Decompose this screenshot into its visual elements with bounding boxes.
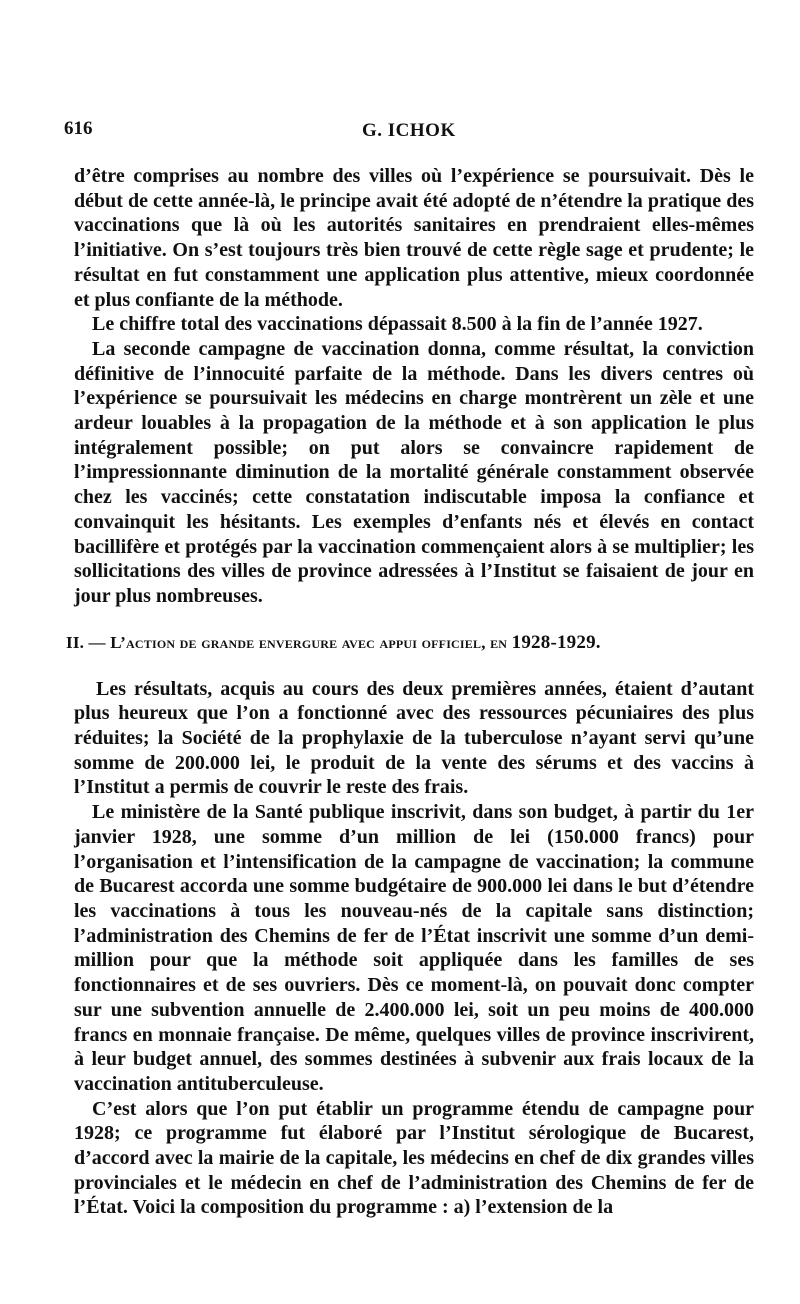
section-heading xyxy=(66,631,754,655)
running-head-author: G. ICHOK xyxy=(362,120,456,141)
section-years: 1928-1929. xyxy=(511,631,601,653)
page-number: 616 xyxy=(64,118,93,139)
page-header xyxy=(64,118,764,148)
paragraph-1: d’être comprises au nombre des villes où l’expérience se poursuivait. Dès le début de cette année-là, le principe avait été adopté de n’étendre la pratique des vaccinations que là où les autorités sanitaires en prendraient elles-mêmes l’initiative. On s’est toujours très bien trouvé de cette règle sage et prudente; le résultat en fut constamment une application plus attentive, mieux coordonnée et plus confiante de la méthode. xyxy=(74,165,754,311)
paragraph-5: Le ministère de la Santé publique inscrivit, dans son budget, à partir du 1er janvier 1928, une somme d’un million de lei (150.000 francs) pour l’organisation et l’intensification de la campagne de vaccination; la commune de Bucarest accorda une somme budgétaire de 900.000 lei dans le but d’étendre les vaccinations à tous les nouveau-nés de la capitale sans distinction; l’administration des Chemins de fer de l’État inscrivit une somme d’un demi-million pour que la méthode soit appliquée dans les familles de ses fonctionnaires et de ses ouvriers. Dès ce moment-là, on pouvait donc compter sur une subvention annuelle de 2.400.000 lei, soit un peu moins de 400.000 francs en monnaie française. De même, quelques villes de province inscrivirent, à leur budget annuel, des sommes destinées à subvenir aux frais locaux de la vaccination antituberculeuse. xyxy=(74,801,754,1095)
paragraph-3: La seconde campagne de vaccination donna, comme résultat, la conviction définitive de l’innocuité parfaite de la méthode. Dans les divers centres où l’expérience se poursuivait les médecins en charge montrèrent un zèle et une ardeur louables à la propagation de la méthode et à son application le plus intégralement possible; on put alors se convaincre rapidement de l’impressionnante diminution de la mortalité générale constamment observée chez les vaccinés; cette constatation indiscutable imposa la confiance et convainquit les hésitants. Les exemples d’enfants nés et élevés en contact bacillifère et protégés par la vaccination commençaient alors à se multiplier; les sollicitations des villes de province adressées à l’Institut se faisaient de jour en jour plus nombreuses. xyxy=(74,337,754,607)
paragraph-6: C’est alors que l’on put établir un programme étendu de campagne pour 1928; ce programme fut élaboré par l’Institut sérologique de Bucarest, d’accord avec la mairie de la capitale, les médecins en chef de dix grandes villes provinciales et le médecin en chef de l’administration des Chemins de fer de l’État. Voici la composition du programme : a) l’extension de la xyxy=(74,1097,754,1219)
body-text xyxy=(66,164,754,1220)
paragraph-2: Le chiffre total des vaccinations dépassait 8.500 à la fin de l’année 1927. xyxy=(92,313,703,336)
section-title: L’action de grande envergure avec appui officiel, en xyxy=(110,632,508,652)
section-numeral: II. — xyxy=(66,632,106,652)
paragraph-4: Les résultats, acquis au cours des deux premières années, étaient d’autant plus heureux que l’on a fonctionné avec des ressources pécuniaires des plus réduites; la Société de la prophylaxie de la tuberculose n’ayant servi qu’une somme de 200.000 lei, le produit de la vente des sérums et des vaccins à l’Institut a permis de couvrir le reste des frais. xyxy=(74,677,754,799)
